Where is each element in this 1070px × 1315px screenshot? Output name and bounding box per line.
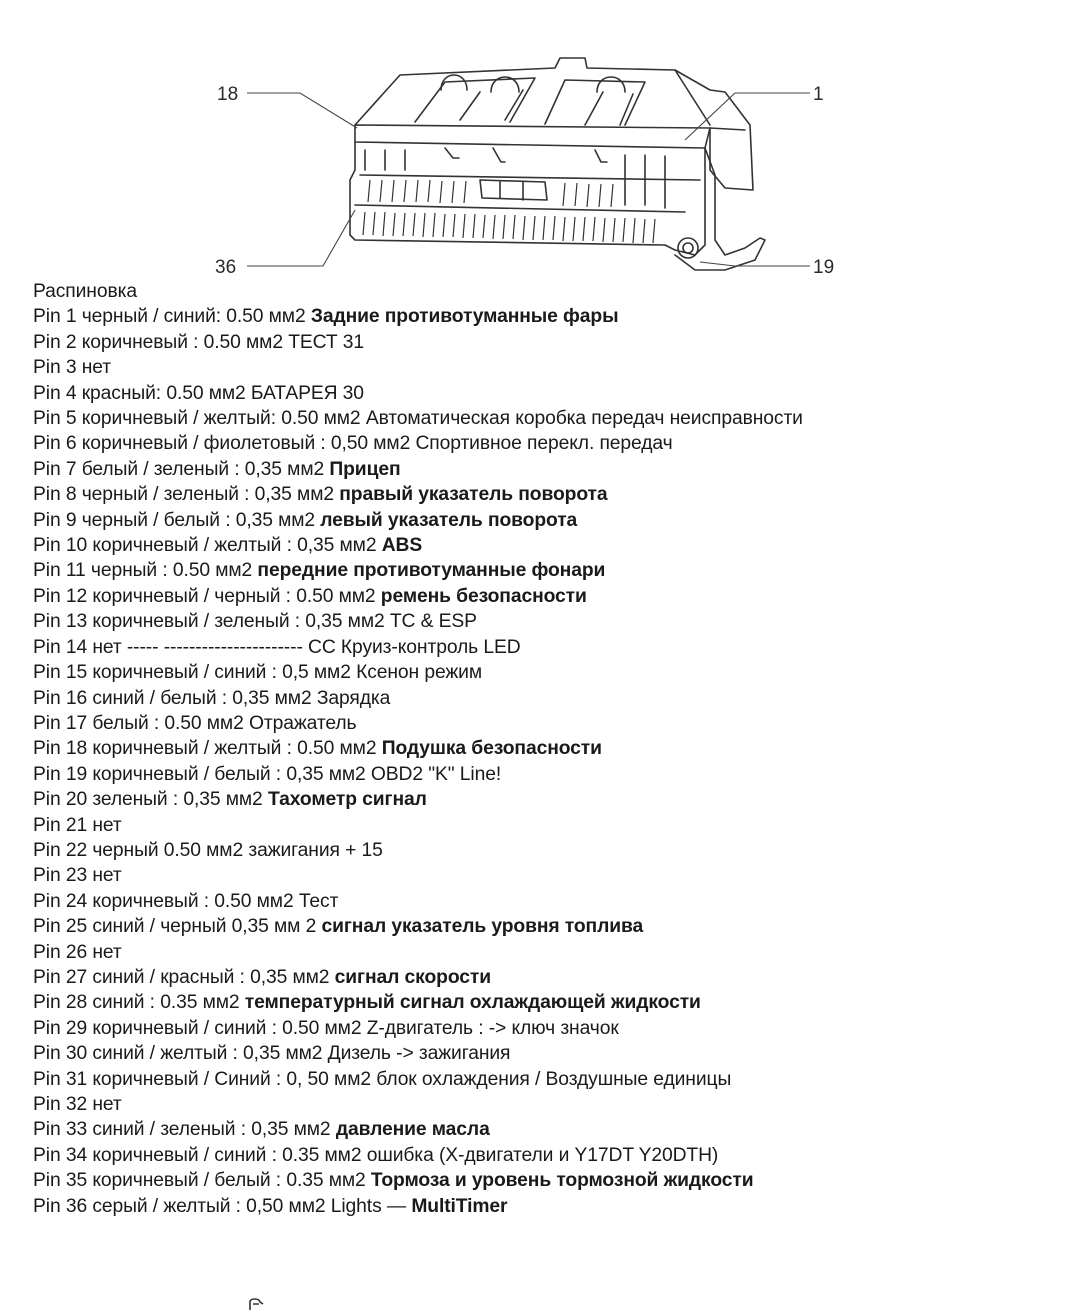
pin-description: Pin 26 нет xyxy=(33,941,122,963)
pin-row-7 xyxy=(33,457,1063,482)
pin-description: Pin 5 коричневый / желтый: 0.50 мм2 Автоматическая коробка передач неисправности xyxy=(33,408,803,430)
pin-description: Pin 15 коричневый / синий : 0,5 мм2 Ксенон режим xyxy=(33,662,483,684)
callout-leader-36 xyxy=(247,210,355,266)
pin-function-bold: ремень безопасности xyxy=(380,585,587,607)
pin-description: Pin 30 синий / желтый : 0,35 мм2 Дизель -> зажигания xyxy=(33,1043,511,1065)
pin-row-8 xyxy=(33,482,1063,507)
pin-description: Pin 11 черный : 0.50 мм2 xyxy=(33,560,258,582)
pin-description: Pin 6 коричневый / фиолетовый : 0,50 мм2 Спортивное перекл. передач xyxy=(33,433,673,455)
pin-function-bold: правый указатель поворота xyxy=(339,484,608,506)
bottom-scrap-mark xyxy=(245,1296,275,1310)
pin-description: Pin 8 черный / зеленый : 0,35 мм2 xyxy=(33,484,340,506)
pin-function-bold: сигнал скорости xyxy=(334,966,491,988)
pinout-list xyxy=(33,279,1063,1219)
pin-row-6 xyxy=(33,431,1063,456)
pin-row-5 xyxy=(33,406,1063,431)
pin-row-26 xyxy=(33,940,1063,965)
pin-row-9 xyxy=(33,508,1063,533)
pin-row-31 xyxy=(33,1067,1063,1092)
pin-description: Pin 32 нет xyxy=(33,1094,122,1115)
pin-row-15 xyxy=(33,660,1063,685)
pin-function-bold: левый указатель поворота xyxy=(320,509,578,531)
pin-row-33 xyxy=(33,1117,1063,1142)
pin-description: Pin 35 коричневый / белый : 0.35 мм2 xyxy=(33,1170,371,1192)
pin-description: Pin 20 зеленый : 0,35 мм2 xyxy=(33,789,268,811)
pin-row-12 xyxy=(33,584,1063,609)
pin-function-bold: Тахометр сигнал xyxy=(267,789,427,811)
pin-function-bold: Задние противотуманные фары xyxy=(310,306,619,328)
pin-description: Pin 13 коричневый / зеленый : 0,35 мм2 TC & ESP xyxy=(33,611,477,633)
pin-function-bold: сигнал указатель уровня топлива xyxy=(321,916,644,938)
pin-function-bold: ABS xyxy=(381,535,423,557)
pin-description: Pin 28 синий : 0.35 мм2 xyxy=(33,992,245,1014)
pin-function-bold: Тормоза и уровень тормозной жидкости xyxy=(370,1170,754,1192)
pin-row-29 xyxy=(33,1016,1063,1041)
pin-description: Pin 17 белый : 0.50 мм2 Отражатель xyxy=(33,712,357,734)
pin-row-19 xyxy=(33,762,1063,787)
pin-row-25 xyxy=(33,914,1063,939)
pin-description: Pin 1 черный / синий: 0.50 мм2 xyxy=(33,306,311,328)
pin-description: Pin 12 коричневый / черный : 0.50 мм2 xyxy=(33,585,381,607)
pin-row-2 xyxy=(33,330,1063,355)
pin-row-13 xyxy=(33,609,1063,634)
pin-description: Pin 21 нет xyxy=(33,814,122,836)
pin-description: Pin 24 коричневый : 0.50 мм2 Тест xyxy=(33,890,339,912)
pin-function-bold: MultiTimer xyxy=(411,1195,508,1217)
pin-description: Pin 16 синий / белый : 0,35 мм2 Зарядка xyxy=(33,687,391,709)
callout-leader-19 xyxy=(700,262,810,266)
pin-description: Pin 23 нет xyxy=(33,865,122,887)
pin-description: Pin 18 коричневый / желтый : 0.50 мм2 xyxy=(33,738,382,760)
pin-description: Pin 2 коричневый : 0.50 мм2 ТЕСТ 31 xyxy=(33,331,365,353)
pin-function-bold: давление масла xyxy=(335,1119,490,1141)
pin-description: Pin 34 коричневый / синий : 0.35 мм2 ошибка (X-двигатели и Y17DT Y20DTH) xyxy=(33,1144,719,1166)
pin-description: Pin 19 коричневый / белый : 0,35 мм2 OBD2 "K" Line! xyxy=(33,763,502,785)
callout-label-19: 19 xyxy=(813,257,835,278)
pin-row-27 xyxy=(33,965,1063,990)
connector-diagram xyxy=(205,30,865,305)
pin-row-4 xyxy=(33,381,1063,406)
pin-row-16 xyxy=(33,686,1063,711)
pin-row-32 xyxy=(33,1092,1063,1117)
pin-function-bold: температурный сигнал охлаждающей жидкости xyxy=(244,992,701,1014)
pin-row-21 xyxy=(33,813,1063,838)
pin-row-22 xyxy=(33,838,1063,863)
connector-drawing xyxy=(205,30,865,305)
pin-description: Pin 7 белый / зеленый : 0,35 мм2 xyxy=(33,458,330,480)
pin-description: Pin 29 коричневый / синий : 0.50 мм2 Z-двигатель : -> ключ значок xyxy=(33,1017,619,1039)
callout-label-36: 36 xyxy=(215,257,237,278)
pin-function-bold: Подушка безопасности xyxy=(381,738,602,760)
pin-row-34 xyxy=(33,1143,1063,1168)
pinout-heading: Распиновка xyxy=(33,281,137,302)
pin-description: Pin 22 черный 0.50 мм2 зажигания + 15 xyxy=(33,839,383,861)
pin-description: Pin 27 синий / красный : 0,35 мм2 xyxy=(33,966,335,988)
pin-row-28 xyxy=(33,990,1063,1015)
pin-row-10 xyxy=(33,533,1063,558)
pin-description: Pin 14 нет ----- ---------------------- CC Круиз-контроль LED xyxy=(33,636,521,658)
pin-lines xyxy=(33,304,1063,1219)
pin-row-1 xyxy=(33,304,1063,329)
pin-description: Pin 31 коричневый / Синий : 0, 50 мм2 блок охлаждения / Воздушные единицы xyxy=(33,1068,732,1090)
pin-row-24 xyxy=(33,889,1063,914)
pin-row-14 xyxy=(33,635,1063,660)
pin-row-17 xyxy=(33,711,1063,736)
pin-description: Pin 4 красный: 0.50 мм2 БАТАРЕЯ 30 xyxy=(33,382,364,404)
pin-description: Pin 36 серый / желтый : 0,50 мм2 Lights — xyxy=(33,1195,412,1217)
pin-row-30 xyxy=(33,1041,1063,1066)
pin-description: Pin 25 синий / черный 0,35 мм 2 xyxy=(33,916,322,938)
pin-row-36 xyxy=(33,1194,1063,1219)
pin-description: Pin 9 черный / белый : 0,35 мм2 xyxy=(33,509,321,531)
pin-description: Pin 10 коричневый / желтый : 0,35 мм2 xyxy=(33,535,382,557)
pin-row-23 xyxy=(33,863,1063,888)
pin-row-11 xyxy=(33,558,1063,583)
pin-description: Pin 3 нет xyxy=(33,357,111,379)
pin-row-18 xyxy=(33,736,1063,761)
pin-row-35 xyxy=(33,1168,1063,1193)
callout-leader-18 xyxy=(247,93,357,128)
pin-row-20 xyxy=(33,787,1063,812)
callout-label-18: 18 xyxy=(217,84,239,105)
pin-function-bold: Прицеп xyxy=(329,458,401,480)
callout-label-1: 1 xyxy=(813,84,824,105)
pin-function-bold: передние противотуманные фонари xyxy=(257,560,606,582)
pin-row-3 xyxy=(33,355,1063,380)
pin-description: Pin 33 синий / зеленый : 0,35 мм2 xyxy=(33,1119,336,1141)
